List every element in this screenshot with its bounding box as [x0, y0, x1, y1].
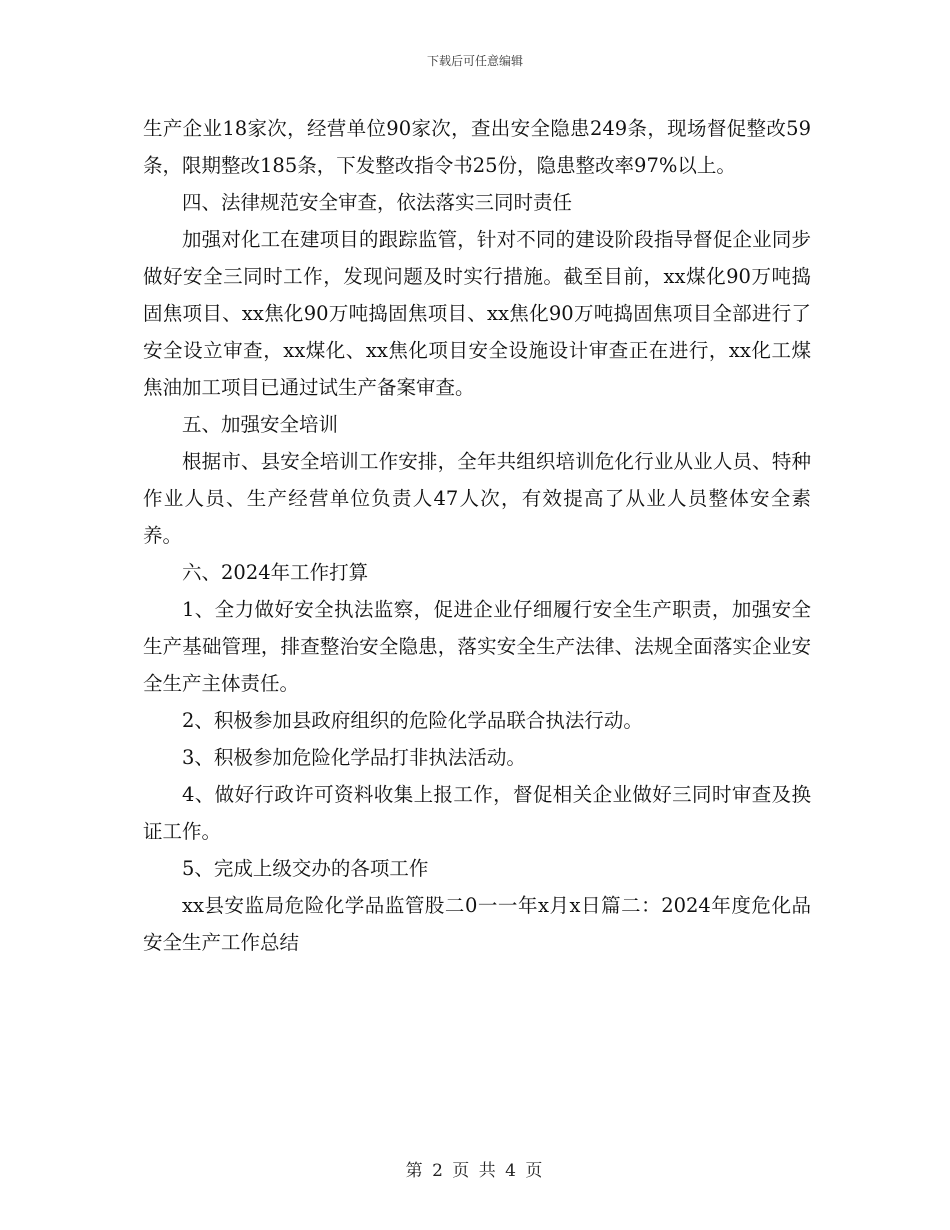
list-item-2: 2、积极参加县政府组织的危险化学品联合执法行动。	[182, 709, 643, 732]
list-item-4: 4、做好行政许可资料收集上报工作，督促相关企业做好三同时审查及换证工作。	[143, 783, 811, 843]
signature-paragraph: xx县安监局危险化学品监管股二0一一年x月x日篇二：2024年度危化品安全生产工作总结	[143, 894, 811, 954]
section-heading-4: 四、法律规范安全审查，依法落实三同时责任	[182, 191, 573, 214]
paragraph-3: 加强对化工在建项目的跟踪监管，针对不同的建设阶段指导督促企业同步做好安全三同时工作，发现问题及时实行措施。截至目前，xx煤化90万吨捣固焦项目、xx焦化90万吨捣固焦项目、xx焦化90万吨捣固焦项目全部进行了安全设立审查，xx煤化、xx焦化项目安全设施设计审查正在进行，xx化工煤焦油加工项目已通过试生产备案审查。	[143, 228, 811, 399]
page-header: 下载后可任意编辑	[426, 54, 523, 68]
paragraph-1: 生产企业18家次，经营单位90家次，查出安全隐患249条，现场督促整改59条，限期整改185条，下发整改指令书25份，隐患整改率97%以上。	[143, 117, 811, 177]
list-item-3: 3、积极参加危险化学品打非执法活动。	[182, 746, 526, 769]
list-item-5: 5、完成上级交办的各项工作	[182, 857, 429, 880]
list-item-1: 1、全力做好安全执法监察，促进企业仔细履行安全生产职责，加强安全生产基础管理，排查整治安全隐患，落实安全生产法律、法规全面落实企业安全生产主体责任。	[143, 598, 811, 695]
document-body	[143, 110, 811, 961]
page-number: 第 2 页 共 4 页	[405, 1161, 545, 1181]
paragraph-5: 根据市、县安全培训工作安排，全年共组织培训危化行业从业人员、特种作业人员、生产经营单位负责人47人次，有效提高了从业人员整体安全素养。	[143, 450, 811, 547]
section-heading-5: 五、加强安全培训	[182, 413, 339, 436]
section-heading-6: 六、2024年工作打算	[182, 561, 369, 584]
